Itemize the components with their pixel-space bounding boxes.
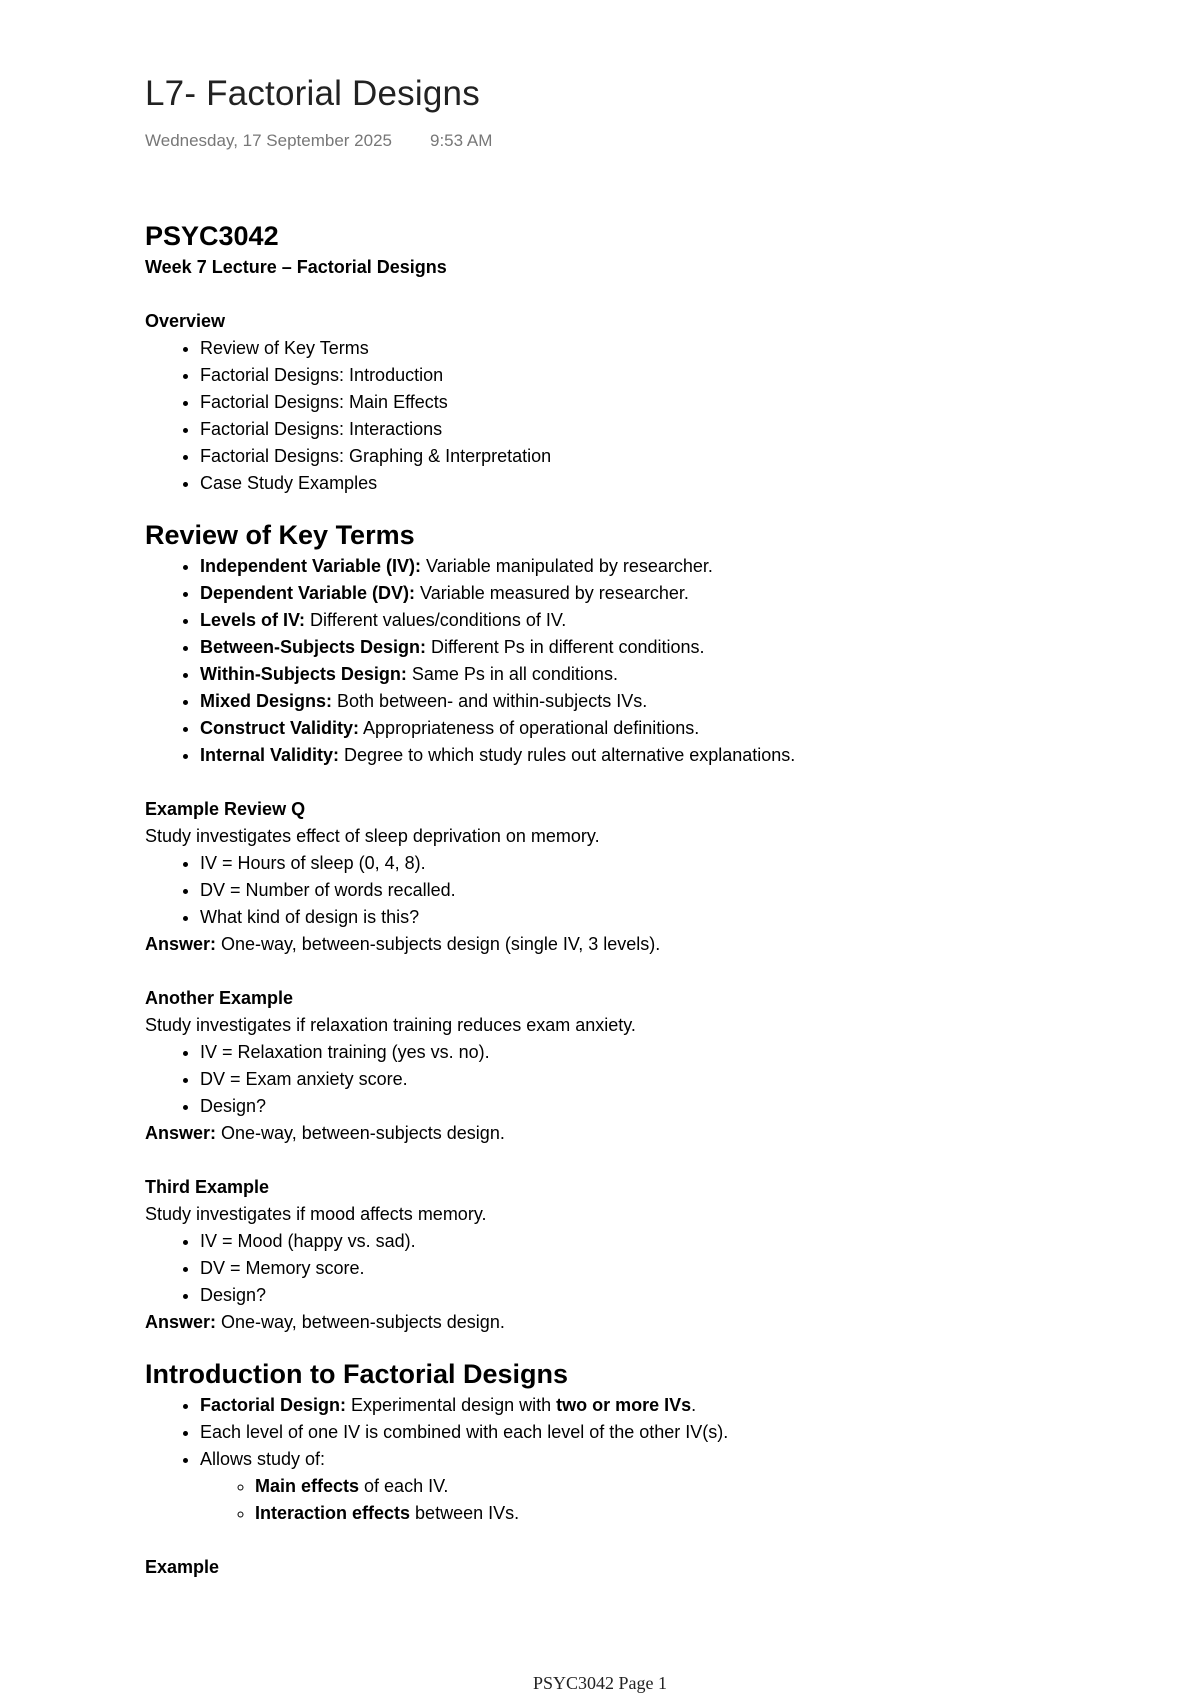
page-date: Wednesday, 17 September 2025 <box>145 131 392 150</box>
spacer <box>145 497 1125 517</box>
key-terms-list <box>145 553 1125 769</box>
list-item: • Design? <box>200 1282 1125 1309</box>
list-item: • Factorial Designs: Main Effects <box>200 389 1125 416</box>
example1-intro: Study investigates effect of sleep deprivation on memory. <box>145 826 600 846</box>
list-item <box>200 553 1125 580</box>
list-item: • Factorial Designs: Introduction <box>200 362 1125 389</box>
term: Independent Variable (IV): <box>200 556 422 576</box>
definition: Variable measured by researcher. <box>415 583 689 603</box>
spacer <box>145 1527 1125 1554</box>
list-item <box>200 580 1125 607</box>
definition: Different values/conditions of IV. <box>305 610 567 630</box>
page-time: 9:53 AM <box>429 131 493 150</box>
list-item <box>200 742 1125 769</box>
example3-intro: Study investigates if mood affects memory. <box>145 1204 487 1224</box>
emphasis: Main effects <box>255 1476 360 1496</box>
term: Within-Subjects Design: <box>200 664 407 684</box>
spacer <box>145 958 1125 985</box>
definition: Both between- and within-subjects IVs. <box>332 691 648 711</box>
list-item: • DV = Number of words recalled. <box>200 877 1125 904</box>
answer-label: Answer: <box>145 1312 217 1332</box>
list-item <box>200 634 1125 661</box>
answer-text: One-way, between-subjects design. <box>216 1312 505 1332</box>
list-item: • Case Study Examples <box>200 470 1125 497</box>
overview-list <box>145 335 1125 497</box>
answer-text: One-way, between-subjects design. <box>216 1123 505 1143</box>
intro-factorial-list <box>145 1392 1125 1527</box>
term: Dependent Variable (DV): <box>200 583 416 603</box>
term: Internal Validity: <box>200 745 340 765</box>
term: Between-Subjects Design: <box>200 637 427 657</box>
emphasis: two or more IVs <box>556 1395 692 1415</box>
list-item: • DV = Memory score. <box>200 1255 1125 1282</box>
term: Mixed Designs: <box>200 691 333 711</box>
list-item: • DV = Exam anxiety score. <box>200 1066 1125 1093</box>
definition: Appropriateness of operational definitions. <box>359 718 700 738</box>
example3-answer <box>145 1309 1125 1336</box>
page-title: L7- Factorial Designs <box>145 74 480 113</box>
term: Levels of IV: <box>200 610 306 630</box>
punctuation: . <box>691 1395 697 1415</box>
list-item <box>200 607 1125 634</box>
definition: Degree to which study rules out alternative explanations. <box>339 745 796 765</box>
spacer <box>145 1336 1125 1356</box>
overview-heading: Overview <box>145 311 226 331</box>
course-code: PSYC3042 <box>145 221 279 251</box>
list-item: • What kind of design is this? <box>200 904 1125 931</box>
definition: Variable manipulated by researcher. <box>421 556 713 576</box>
list-item-text: Allows study of: <box>200 1449 326 1469</box>
example2-heading: Another Example <box>145 988 294 1008</box>
answer-label: Answer: <box>145 1123 217 1143</box>
emphasis: Interaction effects <box>255 1503 411 1523</box>
sub-list-text: between IVs. <box>410 1503 520 1523</box>
example3-heading: Third Example <box>145 1177 270 1197</box>
list-item: • Each level of one IV is combined with each level of the other IV(s). <box>200 1419 1125 1446</box>
list-item <box>200 1392 1125 1419</box>
list-item: • Factorial Designs: Interactions <box>200 416 1125 443</box>
example1-answer <box>145 931 1125 958</box>
example1-list <box>145 850 1125 931</box>
term: Construct Validity: <box>200 718 360 738</box>
spacer <box>145 1147 1125 1174</box>
page-footer: PSYC3042 Page 1 <box>532 1673 667 1693</box>
list-item: • Factorial Designs: Graphing & Interpretation <box>200 443 1125 470</box>
page-content <box>145 218 1125 1581</box>
sub-list-text: of each IV. <box>359 1476 449 1496</box>
list-item: • IV = Relaxation training (yes vs. no). <box>200 1039 1125 1066</box>
list-item: • IV = Mood (happy vs. sad). <box>200 1228 1125 1255</box>
lecture-subtitle: Week 7 Lecture – Factorial Designs <box>145 257 447 277</box>
list-item: • IV = Hours of sleep (0, 4, 8). <box>200 850 1125 877</box>
section-heading-key-terms: Review of Key Terms <box>145 520 415 550</box>
sub-list-item <box>255 1473 1125 1500</box>
list-item <box>200 1446 1125 1527</box>
section-heading-intro-factorial: Introduction to Factorial Designs <box>145 1359 569 1389</box>
definition: Different Ps in different conditions. <box>426 637 705 657</box>
example2-list <box>145 1039 1125 1120</box>
example-heading: Example <box>145 1557 220 1577</box>
example2-answer <box>145 1120 1125 1147</box>
example2-intro: Study investigates if relaxation training reduces exam anxiety. <box>145 1015 636 1035</box>
answer-text: One-way, between-subjects design (single IV, 3 levels). <box>216 934 661 954</box>
example1-heading: Example Review Q <box>145 799 306 819</box>
sub-list <box>200 1473 1125 1527</box>
definition: Experimental design with <box>346 1395 557 1415</box>
list-item <box>200 715 1125 742</box>
list-item <box>200 661 1125 688</box>
page-datetime <box>145 131 492 151</box>
answer-label: Answer: <box>145 934 217 954</box>
definition: Same Ps in all conditions. <box>406 664 618 684</box>
example3-list <box>145 1228 1125 1309</box>
spacer <box>145 769 1125 796</box>
list-item <box>200 688 1125 715</box>
list-item: • Review of Key Terms <box>200 335 1125 362</box>
list-item: • Design? <box>200 1093 1125 1120</box>
term: Factorial Design: <box>200 1395 347 1415</box>
spacer <box>145 281 1125 308</box>
sub-list-item <box>255 1500 1125 1527</box>
